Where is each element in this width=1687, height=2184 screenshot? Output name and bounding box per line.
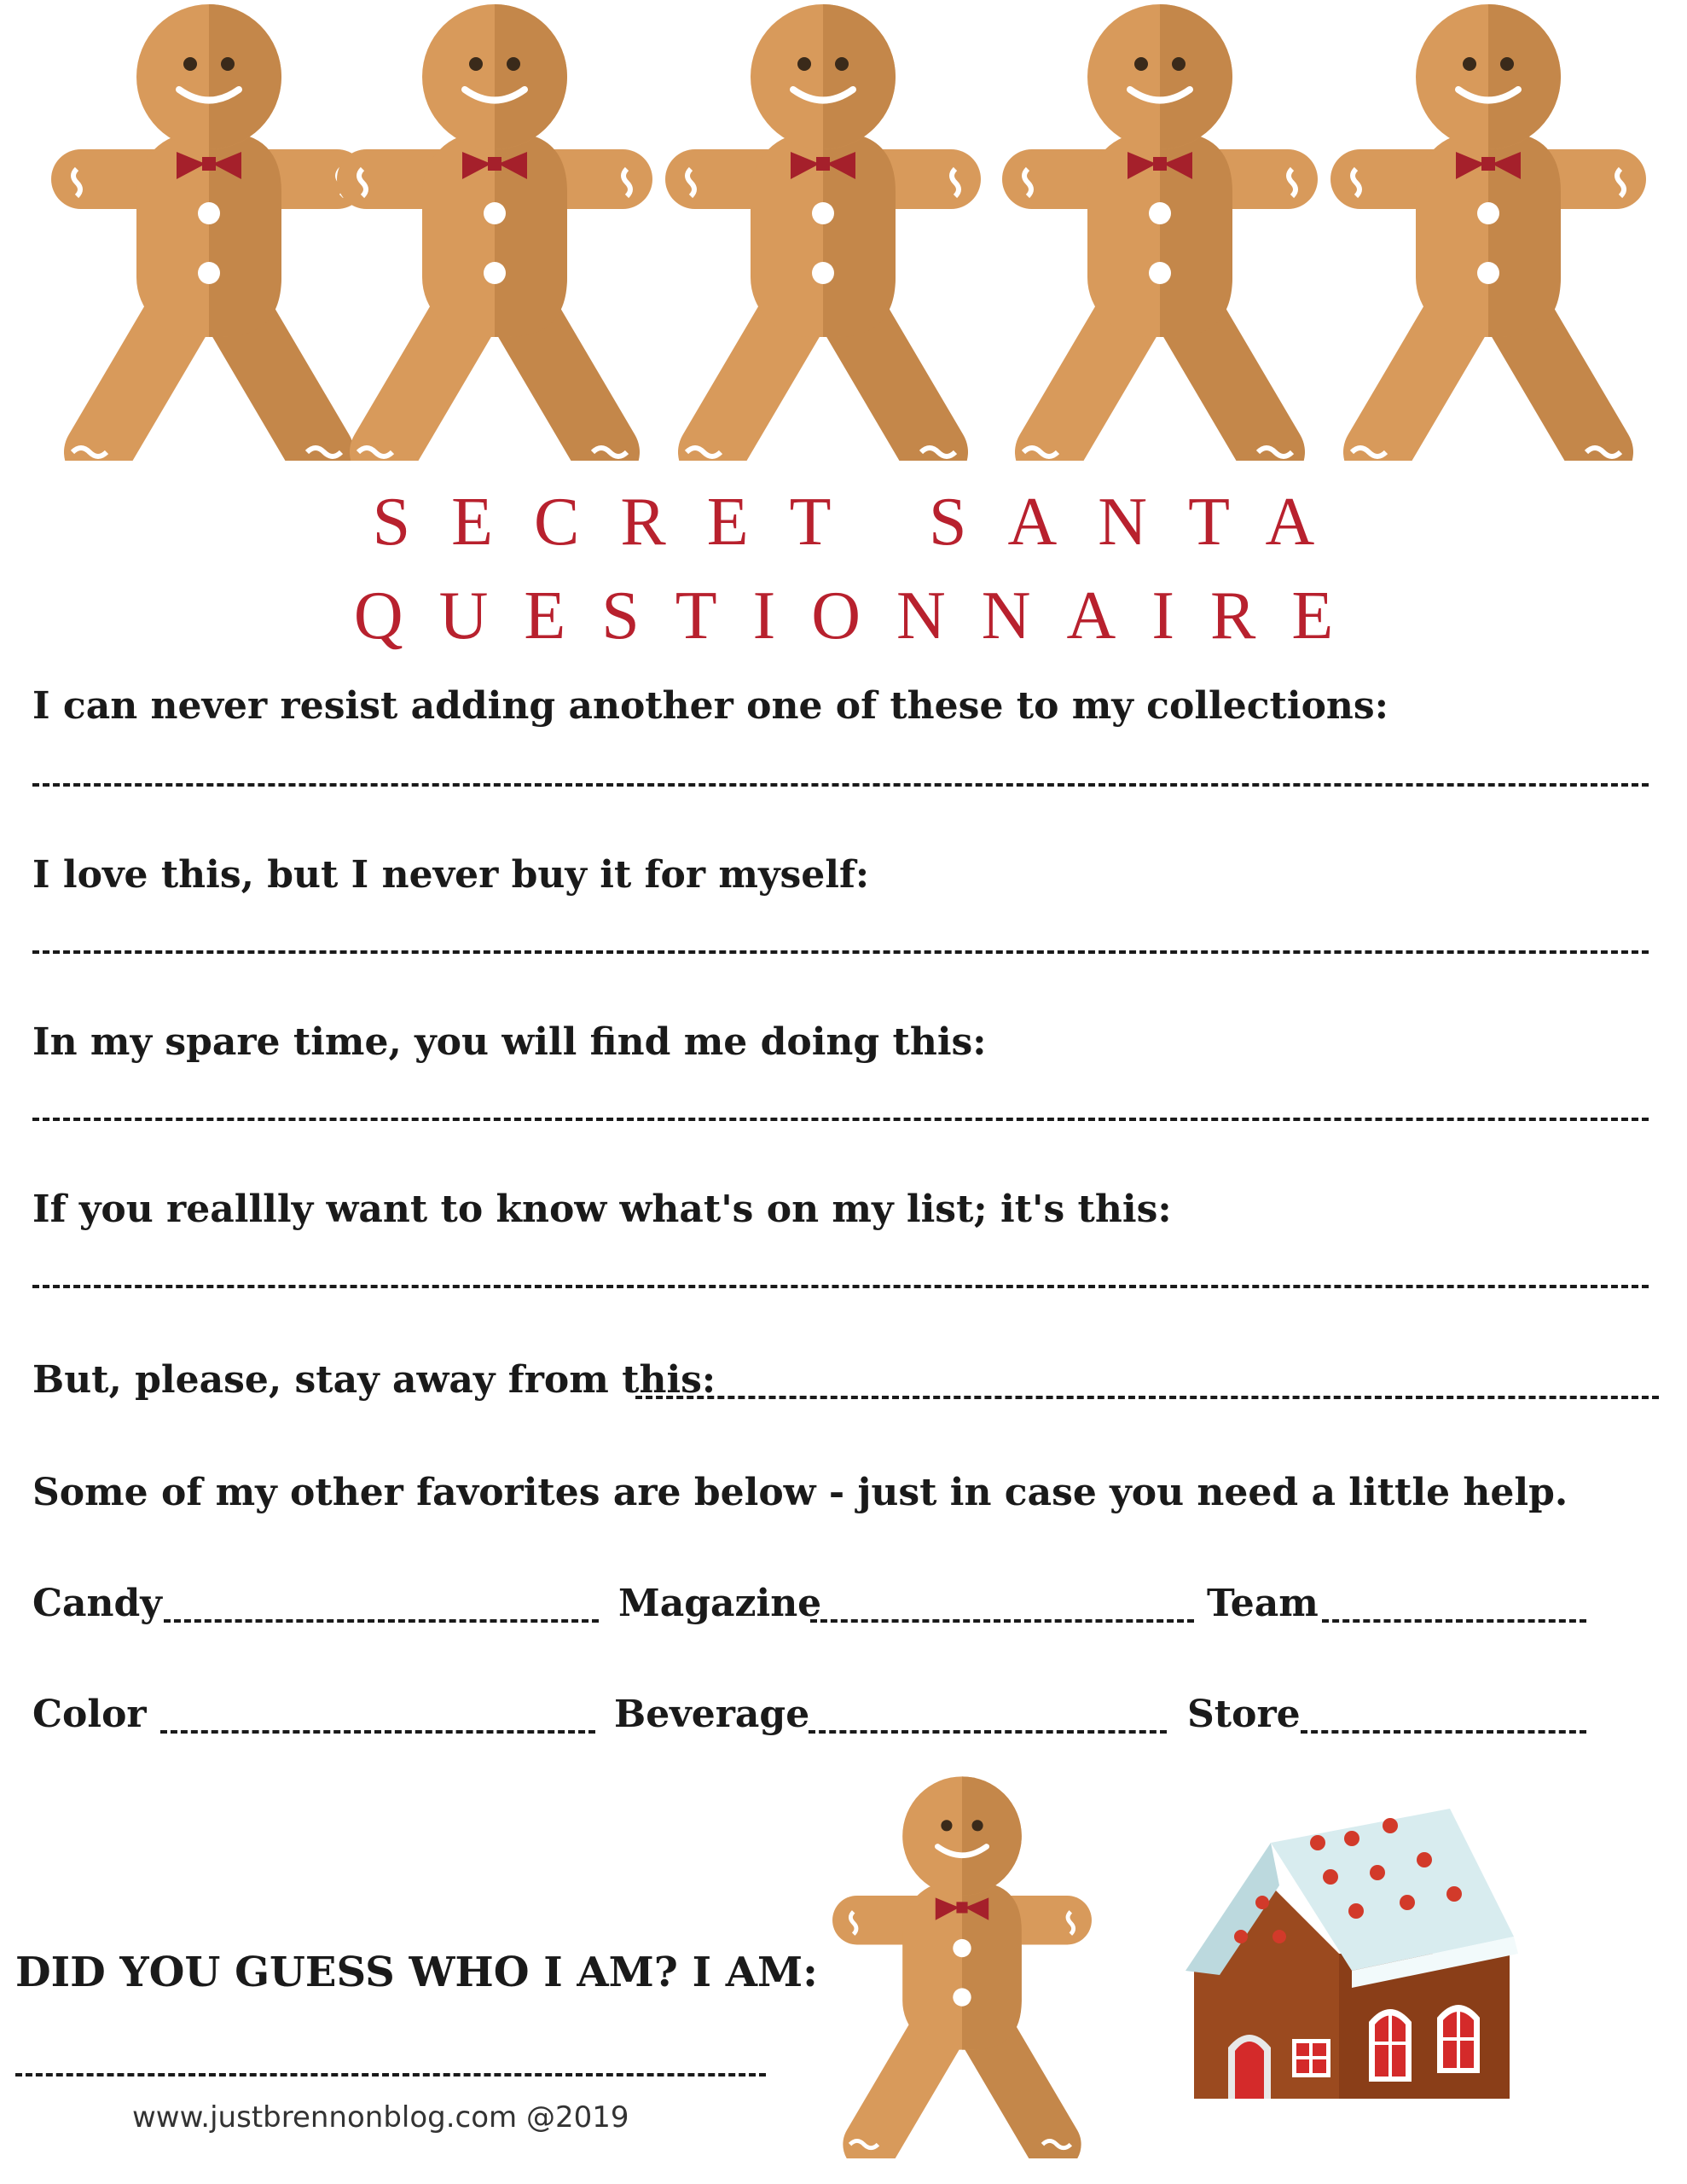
guess-prompt: DID YOU GUESS WHO I AM? I AM: bbox=[15, 1949, 818, 1996]
question-stay-away: But, please, stay away from this: bbox=[32, 1358, 716, 1402]
favorite-label-magazine: Magazine bbox=[618, 1582, 822, 1625]
gingerbread-man-icon bbox=[1352, 4, 1624, 456]
gingerbread-man-icon bbox=[687, 4, 959, 456]
gingerbread-man-icon bbox=[1023, 4, 1296, 456]
answer-line-store[interactable] bbox=[1301, 1730, 1586, 1734]
answer-line-beverage[interactable] bbox=[809, 1730, 1167, 1734]
gingerbread-house-icon bbox=[1168, 1792, 1527, 2116]
title-line-1: SECRET SANTA bbox=[372, 485, 1356, 560]
favorite-label-color: Color bbox=[32, 1693, 147, 1736]
favorite-label-store: Store bbox=[1187, 1693, 1301, 1736]
favorite-label-beverage: Beverage bbox=[614, 1693, 810, 1736]
gingerbread-man-icon bbox=[800, 1766, 1124, 2158]
title-line-2: QUESTIONNAIRE bbox=[353, 578, 1370, 653]
answer-line-stay-away[interactable] bbox=[635, 1396, 1659, 1399]
question-collections: I can never resist adding another one of these to my collections: bbox=[32, 684, 1388, 728]
footer-url: www.justbrennonblog.com @2019 bbox=[132, 2100, 629, 2135]
gingerbread-man-icon bbox=[72, 4, 345, 456]
favorite-label-candy: Candy bbox=[32, 1582, 162, 1625]
answer-line-color[interactable] bbox=[160, 1730, 595, 1734]
answer-line-love-this[interactable] bbox=[32, 950, 1649, 954]
answer-line-list[interactable] bbox=[32, 1285, 1649, 1288]
answer-line-spare-time[interactable] bbox=[32, 1118, 1649, 1121]
answer-line-guess[interactable] bbox=[15, 2073, 766, 2077]
question-list: If you realllly want to know what's on my list; it's this: bbox=[32, 1188, 1172, 1231]
answer-line-collections[interactable] bbox=[32, 783, 1649, 787]
question-spare-time: In my spare time, you will find me doing this: bbox=[32, 1020, 987, 1064]
answer-line-magazine[interactable] bbox=[810, 1619, 1194, 1623]
gingerbread-row bbox=[0, 0, 1687, 461]
question-favorites-intro: Some of my other favorites are below - just in case you need a little help. bbox=[32, 1471, 1568, 1514]
answer-line-team[interactable] bbox=[1322, 1619, 1586, 1623]
question-love-this: I love this, but I never buy it for myself: bbox=[32, 853, 870, 897]
favorite-label-team: Team bbox=[1207, 1582, 1319, 1625]
gingerbread-man-icon bbox=[358, 4, 630, 456]
answer-line-candy[interactable] bbox=[164, 1619, 599, 1623]
